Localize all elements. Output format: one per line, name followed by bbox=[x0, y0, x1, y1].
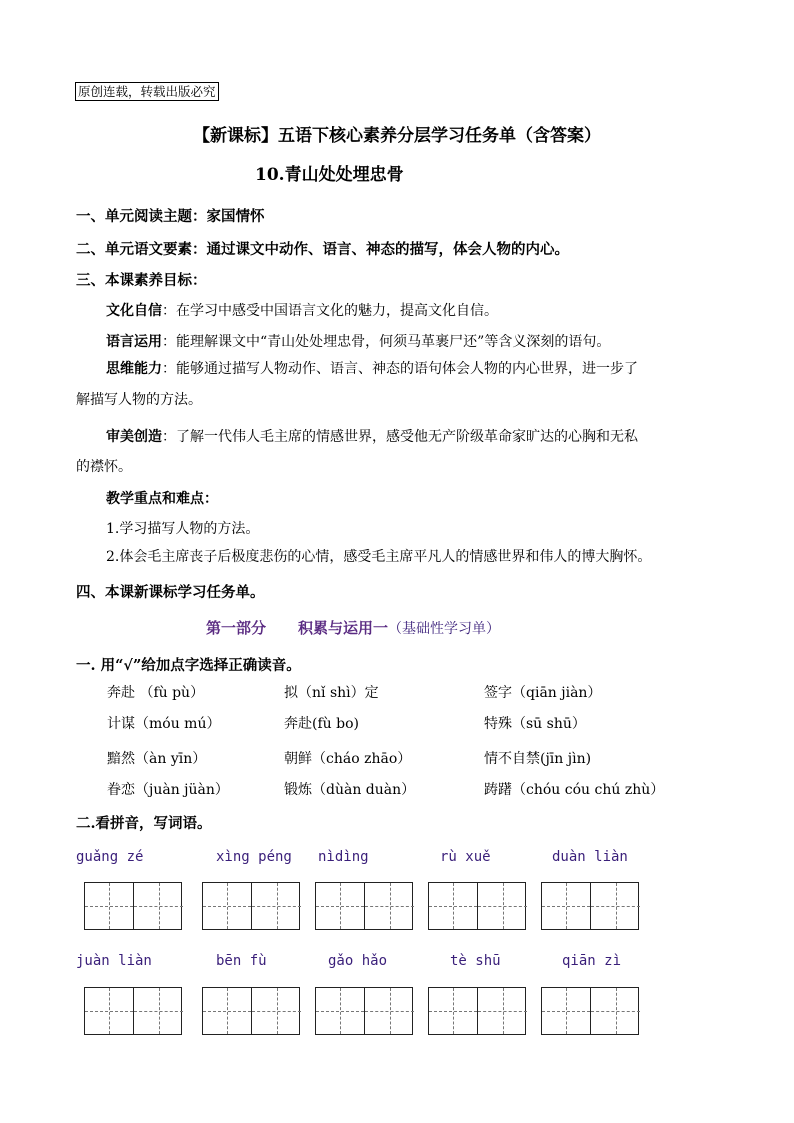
goal-thinking bbox=[106, 358, 638, 378]
q1-item: 朝鲜（cháo zhāo） bbox=[284, 751, 412, 767]
writing-grid[interactable] bbox=[84, 987, 182, 1035]
q1-item: 计谋（móu mú） bbox=[107, 716, 221, 732]
goal-text: ：能理解课文中“青山处处埋忠骨，何须马革裹尸还”等含义深刻的语句。 bbox=[162, 334, 611, 350]
pinyin-label: rù xuě bbox=[440, 849, 491, 865]
pinyin-label: qiān zì bbox=[562, 953, 622, 969]
part-heading bbox=[206, 617, 500, 638]
pinyin-label: nìdìng bbox=[318, 849, 369, 865]
writing-grid[interactable] bbox=[202, 987, 300, 1035]
goal-label: 思维能力 bbox=[106, 361, 162, 377]
writing-grid[interactable] bbox=[315, 987, 413, 1035]
writing-grid[interactable] bbox=[315, 882, 413, 930]
page-title: 【新课标】五语下核心素养分层学习任务单（含答案） bbox=[193, 126, 601, 146]
q1-item: 锻炼（dùàn duàn） bbox=[284, 782, 416, 798]
goal-label: 文化自信 bbox=[106, 303, 162, 319]
goal-text: ：在学习中感受中国语言文化的魅力，提高文化自信。 bbox=[162, 303, 498, 319]
q1-title: 一. 用“√”给加点字选择正确读音。 bbox=[76, 657, 301, 674]
goal-text: ：了解一代伟人毛主席的情感世界，感受他无产阶级革命家旷达的心胸和无私 bbox=[162, 429, 638, 445]
q1-item: 签字（qiān jiàn） bbox=[484, 685, 602, 701]
pinyin-label: gǎo hǎo bbox=[328, 953, 388, 969]
writing-grid[interactable] bbox=[428, 882, 526, 930]
q1-item: 踌躇（chóu cóu chú zhù） bbox=[484, 782, 665, 798]
goal-aesthetic-cont: 的襟怀。 bbox=[76, 459, 132, 475]
part-note: （基础性学习单） bbox=[388, 621, 501, 637]
key-points-heading: 教学重点和难点： bbox=[106, 491, 218, 507]
q1-item: 情不自禁(jīn jìn) bbox=[484, 751, 592, 767]
key-point-2: 2.体会毛主席丧子后极度悲伤的心情，感受毛主席平凡人的情感世界和伟人的博大胸怀。 bbox=[106, 549, 652, 565]
lesson-title: 10.青山处处埋忠骨 bbox=[255, 165, 404, 185]
section-task-list: 四、本课新课标学习任务单。 bbox=[76, 584, 265, 601]
writing-grid-row-2 bbox=[0, 987, 794, 1037]
q1-item: 拟（nǐ shì）定 bbox=[284, 685, 379, 701]
section-goals-heading: 三、本课素养目标： bbox=[76, 272, 207, 289]
key-point-1: 1.学习描写人物的方法。 bbox=[106, 521, 260, 537]
q2-title: 二.看拼音，写词语。 bbox=[76, 815, 212, 832]
q1-item: 奔赴(fù bo) bbox=[284, 716, 359, 732]
goal-culture bbox=[106, 300, 498, 320]
goal-label: 语言运用 bbox=[106, 334, 162, 350]
goal-label: 审美创造 bbox=[106, 429, 162, 445]
copyright-stamp: 原创连载，转载出版必究 bbox=[75, 82, 219, 101]
pinyin-label: tè shū bbox=[450, 953, 501, 969]
writing-grid[interactable] bbox=[202, 882, 300, 930]
pinyin-label: bēn fù bbox=[216, 953, 267, 969]
q1-item: 眷恋（juàn jüàn） bbox=[107, 782, 229, 798]
goal-thinking-cont: 解描写人物的方法。 bbox=[76, 392, 202, 408]
part-title: 第一部分 bbox=[206, 619, 267, 637]
q1-item: 黯然（àn yīn） bbox=[107, 751, 207, 767]
pinyin-label: juàn liàn bbox=[76, 953, 152, 969]
pinyin-label: duàn liàn bbox=[552, 849, 628, 865]
writing-grid[interactable] bbox=[428, 987, 526, 1035]
writing-grid[interactable] bbox=[84, 882, 182, 930]
pinyin-label: guǎng zé bbox=[76, 849, 144, 865]
writing-grid[interactable] bbox=[541, 987, 639, 1035]
part-name: 积累与运用一 bbox=[298, 619, 389, 637]
writing-grid-row-1 bbox=[0, 882, 794, 932]
pinyin-label: xìng péng bbox=[216, 849, 292, 865]
goal-aesthetic bbox=[106, 426, 638, 446]
section-language-elements: 二、单元语文要素：通过课文中动作、语言、神态的描写，体会人物的内心。 bbox=[76, 241, 569, 258]
goal-text: ：能够通过描写人物动作、语言、神态的语句体会人物的内心世界，进一步了 bbox=[162, 361, 638, 377]
goal-language bbox=[106, 331, 610, 351]
writing-grid[interactable] bbox=[541, 882, 639, 930]
q1-item: 特殊（sū shū） bbox=[484, 716, 586, 732]
section-reading-theme: 一、单元阅读主题：家国情怀 bbox=[76, 208, 265, 225]
q1-item: 奔赴 （fù pù） bbox=[107, 685, 205, 701]
